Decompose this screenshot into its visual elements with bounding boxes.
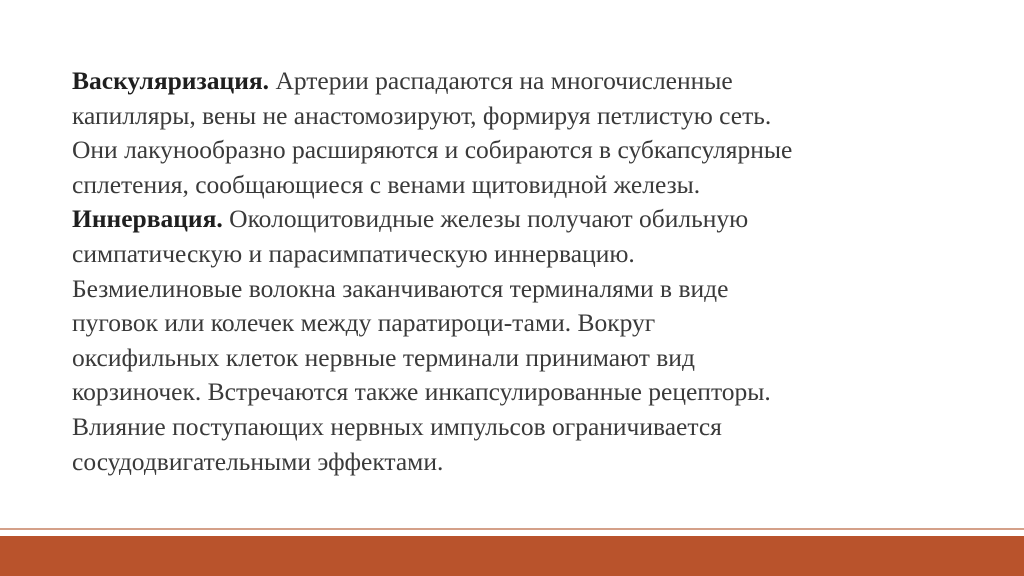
line-text: Они лакунообразно расширяются и собираются в субкапсулярные <box>72 135 793 165</box>
line-text: Влияние поступающих нервных импульсов ограничивается <box>72 411 722 441</box>
heading-vascularization: Васкуляризация. <box>72 66 270 95</box>
footer-divider-line <box>0 528 1024 530</box>
line-text: пуговок или колечек между паратироци-тами. Вокруг <box>72 308 656 338</box>
line-text: Артерии распадаются на многочисленные <box>269 66 733 95</box>
line-text: капилляры, вены не анастомозируют, формируя петлистую сеть. <box>72 100 772 130</box>
footer-accent-band <box>0 536 1024 576</box>
text-line <box>72 341 952 376</box>
slide-body-text <box>72 64 952 479</box>
heading-innervation: Иннервация. <box>72 204 223 234</box>
line-text: корзиночек. Встречаются также инкапсулированные рецепторы. <box>72 377 771 407</box>
line-text: сосудодвигательными эффектами. <box>72 446 444 476</box>
line-text: оксифильных клеток нервные терминали принимают вид <box>72 342 695 372</box>
text-line <box>72 410 952 445</box>
text-line <box>72 272 952 307</box>
text-line <box>72 64 952 99</box>
text-line <box>72 445 952 480</box>
text-line <box>72 99 952 134</box>
text-line <box>72 306 952 341</box>
text-line <box>72 168 952 203</box>
line-text: Околощитовидные железы получают обильную <box>222 204 749 234</box>
line-text: симпатическую и парасимпатическую иннервацию. <box>72 238 635 268</box>
text-line <box>72 375 952 410</box>
text-line <box>72 133 952 168</box>
line-text: сплетения, сообщающиеся с венами щитовидной железы. <box>72 169 701 199</box>
text-line <box>72 202 952 237</box>
text-line <box>72 237 952 272</box>
line-text: Безмиелиновые волокна заканчиваются терминалями в виде <box>72 273 729 303</box>
